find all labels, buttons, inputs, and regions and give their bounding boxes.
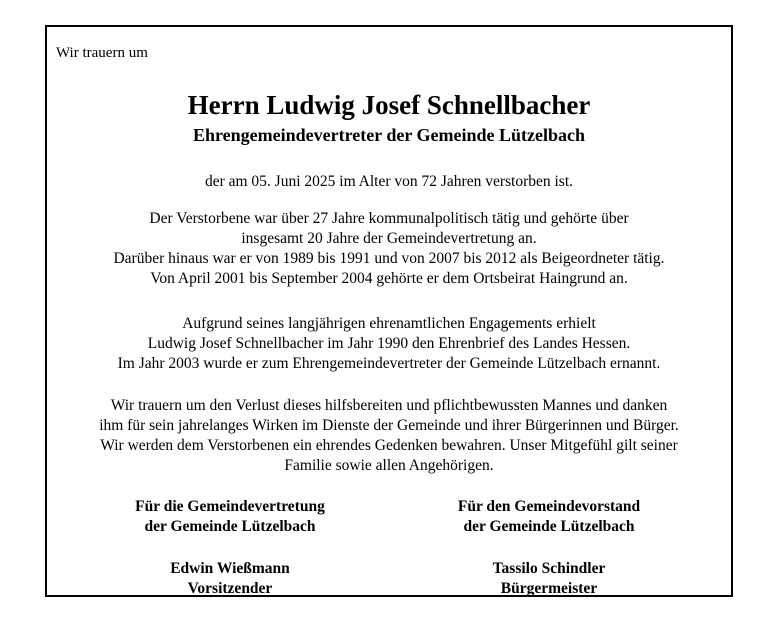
signature-right-person: [419, 559, 679, 599]
mourning-line: Wir trauern um den Verlust dieses hilfsbereiten und pflichtbewussten Mannes und danken: [110, 397, 668, 414]
career-line: Darüber hinaus war er von 1989 bis 1991 und von 2007 bis 2012 als Beigeordneter tätig.: [113, 250, 665, 267]
signature-org-line: Für den Gemeindevorstand: [457, 498, 641, 515]
award-paragraph: [47, 314, 731, 374]
signature-person-role: Vorsitzender: [187, 580, 273, 597]
deceased-name: Herrn Ludwig Josef Schnellbacher: [187, 90, 591, 120]
mourning-line: Familie sowie allen Angehörigen.: [284, 457, 494, 474]
award-line: Ludwig Josef Schnellbacher im Jahr 1990 den Ehrenbrief des Landes Hessen.: [147, 335, 631, 352]
mourning-paragraph: [47, 396, 731, 476]
signature-person-name: Edwin Wießmann: [170, 560, 290, 577]
mourning-line: ihm für sein jahrelanges Wirken im Dienste der Gemeinde und ihrer Bürgerinnen und Bürger.: [99, 417, 679, 434]
signature-right-organization: [419, 497, 679, 537]
signature-person-role: Bürgermeister: [500, 580, 598, 597]
career-line: insgesamt 20 Jahre der Gemeindevertretung an.: [241, 230, 537, 247]
death-paragraph: [47, 172, 731, 192]
signature-org-line: Für die Gemeindevertretung: [135, 498, 325, 515]
signature-left-organization: [100, 497, 360, 537]
honor-title: Ehrengemeindevertreter der Gemeinde Lützelbach: [192, 125, 586, 145]
career-line: Von April 2001 bis September 2004 gehörte er dem Ortsbeirat Haingrund an.: [150, 270, 628, 287]
signature-org-line: der Gemeinde Lützelbach: [144, 518, 316, 535]
signature-org-line: der Gemeinde Lützelbach: [463, 518, 635, 535]
signature-person-name: Tassilo Schindler: [492, 560, 606, 577]
career-paragraph: [47, 209, 731, 289]
career-line: Der Verstorbene war über 27 Jahre kommunalpolitisch tätig und gehörte über: [149, 210, 629, 227]
intro-text: Wir trauern um: [56, 45, 148, 61]
award-line: Im Jahr 2003 wurde er zum Ehrengemeindevertreter der Gemeinde Lützelbach ernannt.: [117, 355, 661, 372]
obituary-notice-frame: [45, 25, 733, 597]
signature-left-person: [100, 559, 360, 599]
award-line: Aufgrund seines langjährigen ehrenamtlichen Engagements erhielt: [182, 315, 596, 332]
mourning-line: Wir werden dem Verstorbenen ein ehrendes Gedenken bewahren. Unser Mitgefühl gilt seiner: [100, 437, 678, 454]
death-line: der am 05. Juni 2025 im Alter von 72 Jahren verstorben ist.: [204, 173, 574, 190]
